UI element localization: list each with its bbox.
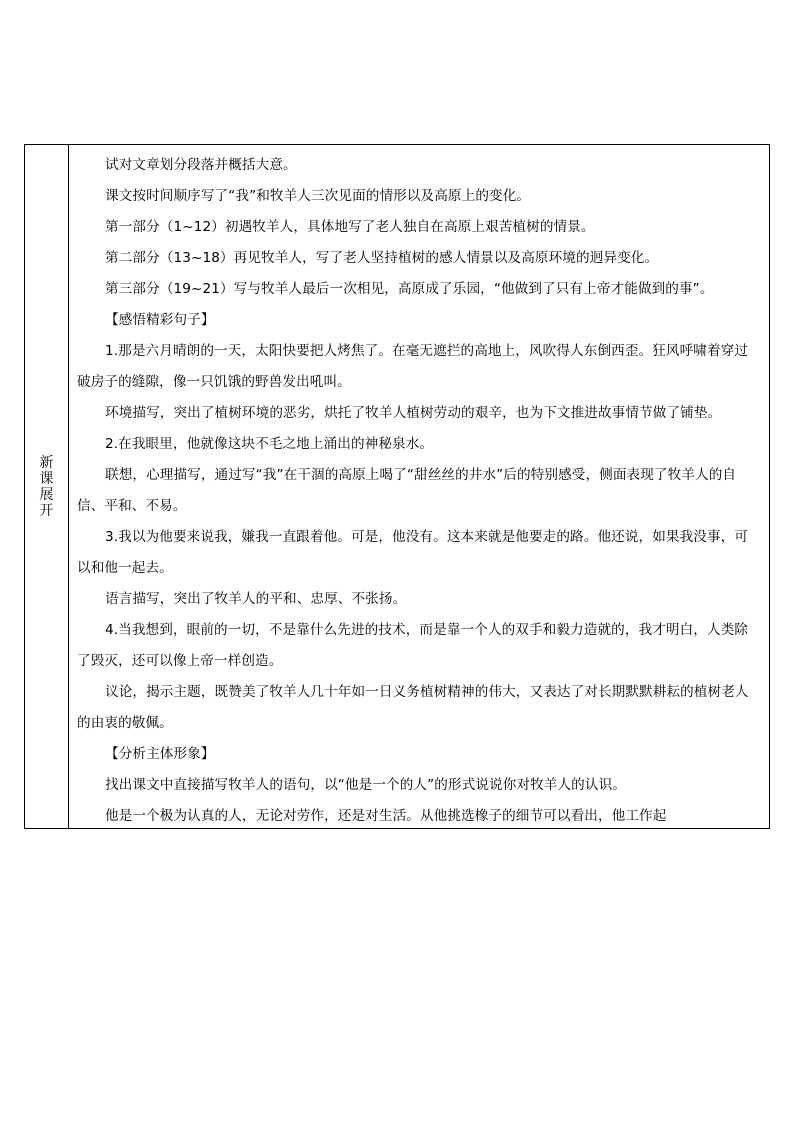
paragraph-part-two: 第二部分（13~18）再见牧羊人，写了老人坚持植树的感人情景以及高原环境的迥异变化。 xyxy=(105,250,659,266)
analysis-1: 环境描写，突出了植树环境的恶劣，烘托了牧羊人植树劳动的艰辛，也为下文推进故事情节做了铺垫。 xyxy=(105,405,722,421)
section-label-char: 新 xyxy=(39,454,54,471)
section-label-char: 课 xyxy=(39,470,54,487)
quote-3: 3.我以为他要来说我，嫌我一直跟着他。可是，他没有。这本来就是他要走的路。他还说，如果我没事，可以和他一起去。 xyxy=(77,529,749,576)
paragraph-part-three: 第三部分（19~21）写与牧羊人最后一次相见，高原成了乐园，“他做到了只有上帝才能做到的事”。 xyxy=(105,281,714,297)
lesson-table xyxy=(24,144,770,829)
paragraph-character-answer: 他是一个极为认真的人，无论对劳作，还是对生活。从他挑选橡子的细节可以看出，他工作起 xyxy=(105,808,667,824)
analysis-3: 语言描写，突出了牧羊人的平和、忠厚、不张扬。 xyxy=(105,591,407,607)
paragraph-character-task: 找出课文中直接描写牧羊人的语句，以“他是一个的人”的形式说说你对牧羊人的认识。 xyxy=(105,777,626,793)
content-cell xyxy=(69,145,769,828)
analysis-2: 联想，心理描写，通过写“我”在干涸的高原上喝了“甜丝丝的井水”后的特别感受，侧面表现了牧羊人的自信、平和、不易。 xyxy=(77,467,737,514)
paragraph-summary: 课文按时间顺序写了“我”和牧羊人三次见面的情形以及高原上的变化。 xyxy=(105,188,531,204)
section-label-char: 展 xyxy=(39,486,54,503)
section-heading-character: 【分析主体形象】 xyxy=(105,746,215,762)
quote-4: 4.当我想到，眼前的一切，不是靠什么先进的技术，而是靠一个人的双手和毅力造就的，我才明白，人类除了毁灭，还可以像上帝一样创造。 xyxy=(77,622,749,669)
quote-2: 2.在我眼里，他就像这块不毛之地上涌出的神秘泉水。 xyxy=(105,436,434,452)
section-label xyxy=(40,455,54,519)
section-label-char: 开 xyxy=(39,502,54,519)
section-heading-sentences: 【感悟精彩句子】 xyxy=(105,312,215,328)
section-label-cell xyxy=(25,145,69,828)
paragraph-task: 试对文章划分段落并概括大意。 xyxy=(105,157,297,173)
quote-1: 1.那是六月晴朗的一天，太阳快要把人烤焦了。在毫无遮拦的高地上，风吹得人东倒西歪。狂风呼啸着穿过破房子的缝隙，像一只饥饿的野兽发出吼叫。 xyxy=(77,343,749,390)
analysis-4: 议论，揭示主题，既赞美了牧羊人几十年如一日义务植树精神的伟大，又表达了对长期默默耕耘的植树老人的由衷的敬佩。 xyxy=(77,684,749,731)
paragraph-part-one: 第一部分（1~12）初遇牧羊人，具体地写了老人独自在高原上艰苦植树的情景。 xyxy=(105,219,595,235)
